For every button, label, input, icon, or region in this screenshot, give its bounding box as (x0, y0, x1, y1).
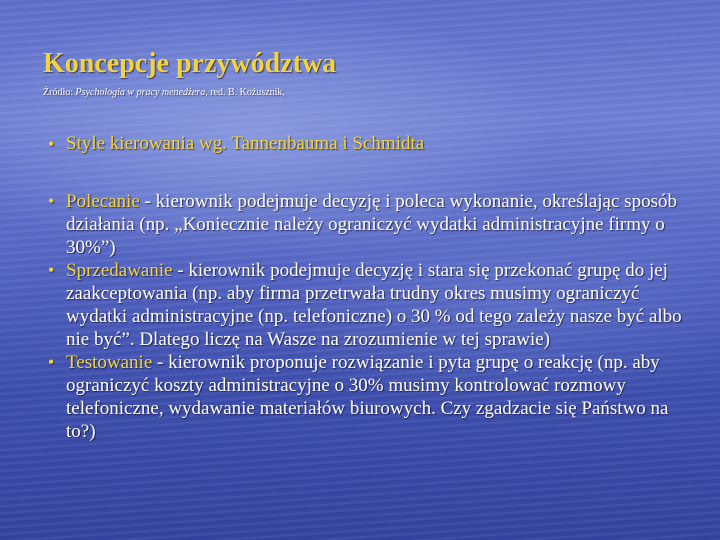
list-item-text (66, 351, 688, 443)
list-item (48, 259, 688, 351)
bullet-icon: • (48, 191, 55, 211)
heading-bullet-row (48, 133, 424, 155)
bullet-icon: • (48, 134, 55, 154)
bullet-icon: • (48, 260, 55, 280)
style-term: Polecanie (66, 191, 140, 212)
list-item-text (66, 190, 688, 259)
list-item (48, 190, 688, 259)
source-citation (43, 87, 285, 98)
style-term: Sprzedawanie (66, 260, 173, 281)
bullet-icon: • (48, 352, 55, 372)
leadership-styles-list (48, 190, 688, 443)
source-prefix: Źródło: (43, 87, 76, 98)
style-description: - kierownik podejmuje decyzję i poleca wykonanie, określając sposób działania (np. „Koniecznie należy ograniczyć wydatki administracyjne firmy o 30%”) (66, 191, 677, 258)
source-suffix: , red. B. Kożusznik, (205, 87, 285, 98)
style-description: - kierownik podejmuje decyzję i stara się przekonać grupę do jej zaakceptowania (np. aby firma przetrwała trudny okres musimy ograniczyć wydatki administracyjne (np. telefoniczne) o 30 % od tego zależy nasze być albo nie być”. Dlatego liczę na Wasze na zrozumienie w tej sprawie) (66, 260, 682, 350)
style-term: Testowanie (66, 352, 153, 373)
source-book-title: Psychologia w pracy menedżera (75, 87, 206, 98)
section-heading: Style kierowania wg. Tannenbauma i Schmidta (66, 133, 425, 154)
style-description: - kierownik proponuje rozwiązanie i pyta grupę o reakcję (np. aby ograniczyć koszty administracyjne o 30% musimy kontrolować rozmowy telefoniczne, wydawanie materiałów biurowych. Czy zgadzacie się Państwo na to?) (66, 352, 669, 442)
list-item (48, 351, 688, 443)
list-item-text (66, 259, 688, 351)
slide-title: Koncepcje przywództwa (43, 48, 337, 79)
